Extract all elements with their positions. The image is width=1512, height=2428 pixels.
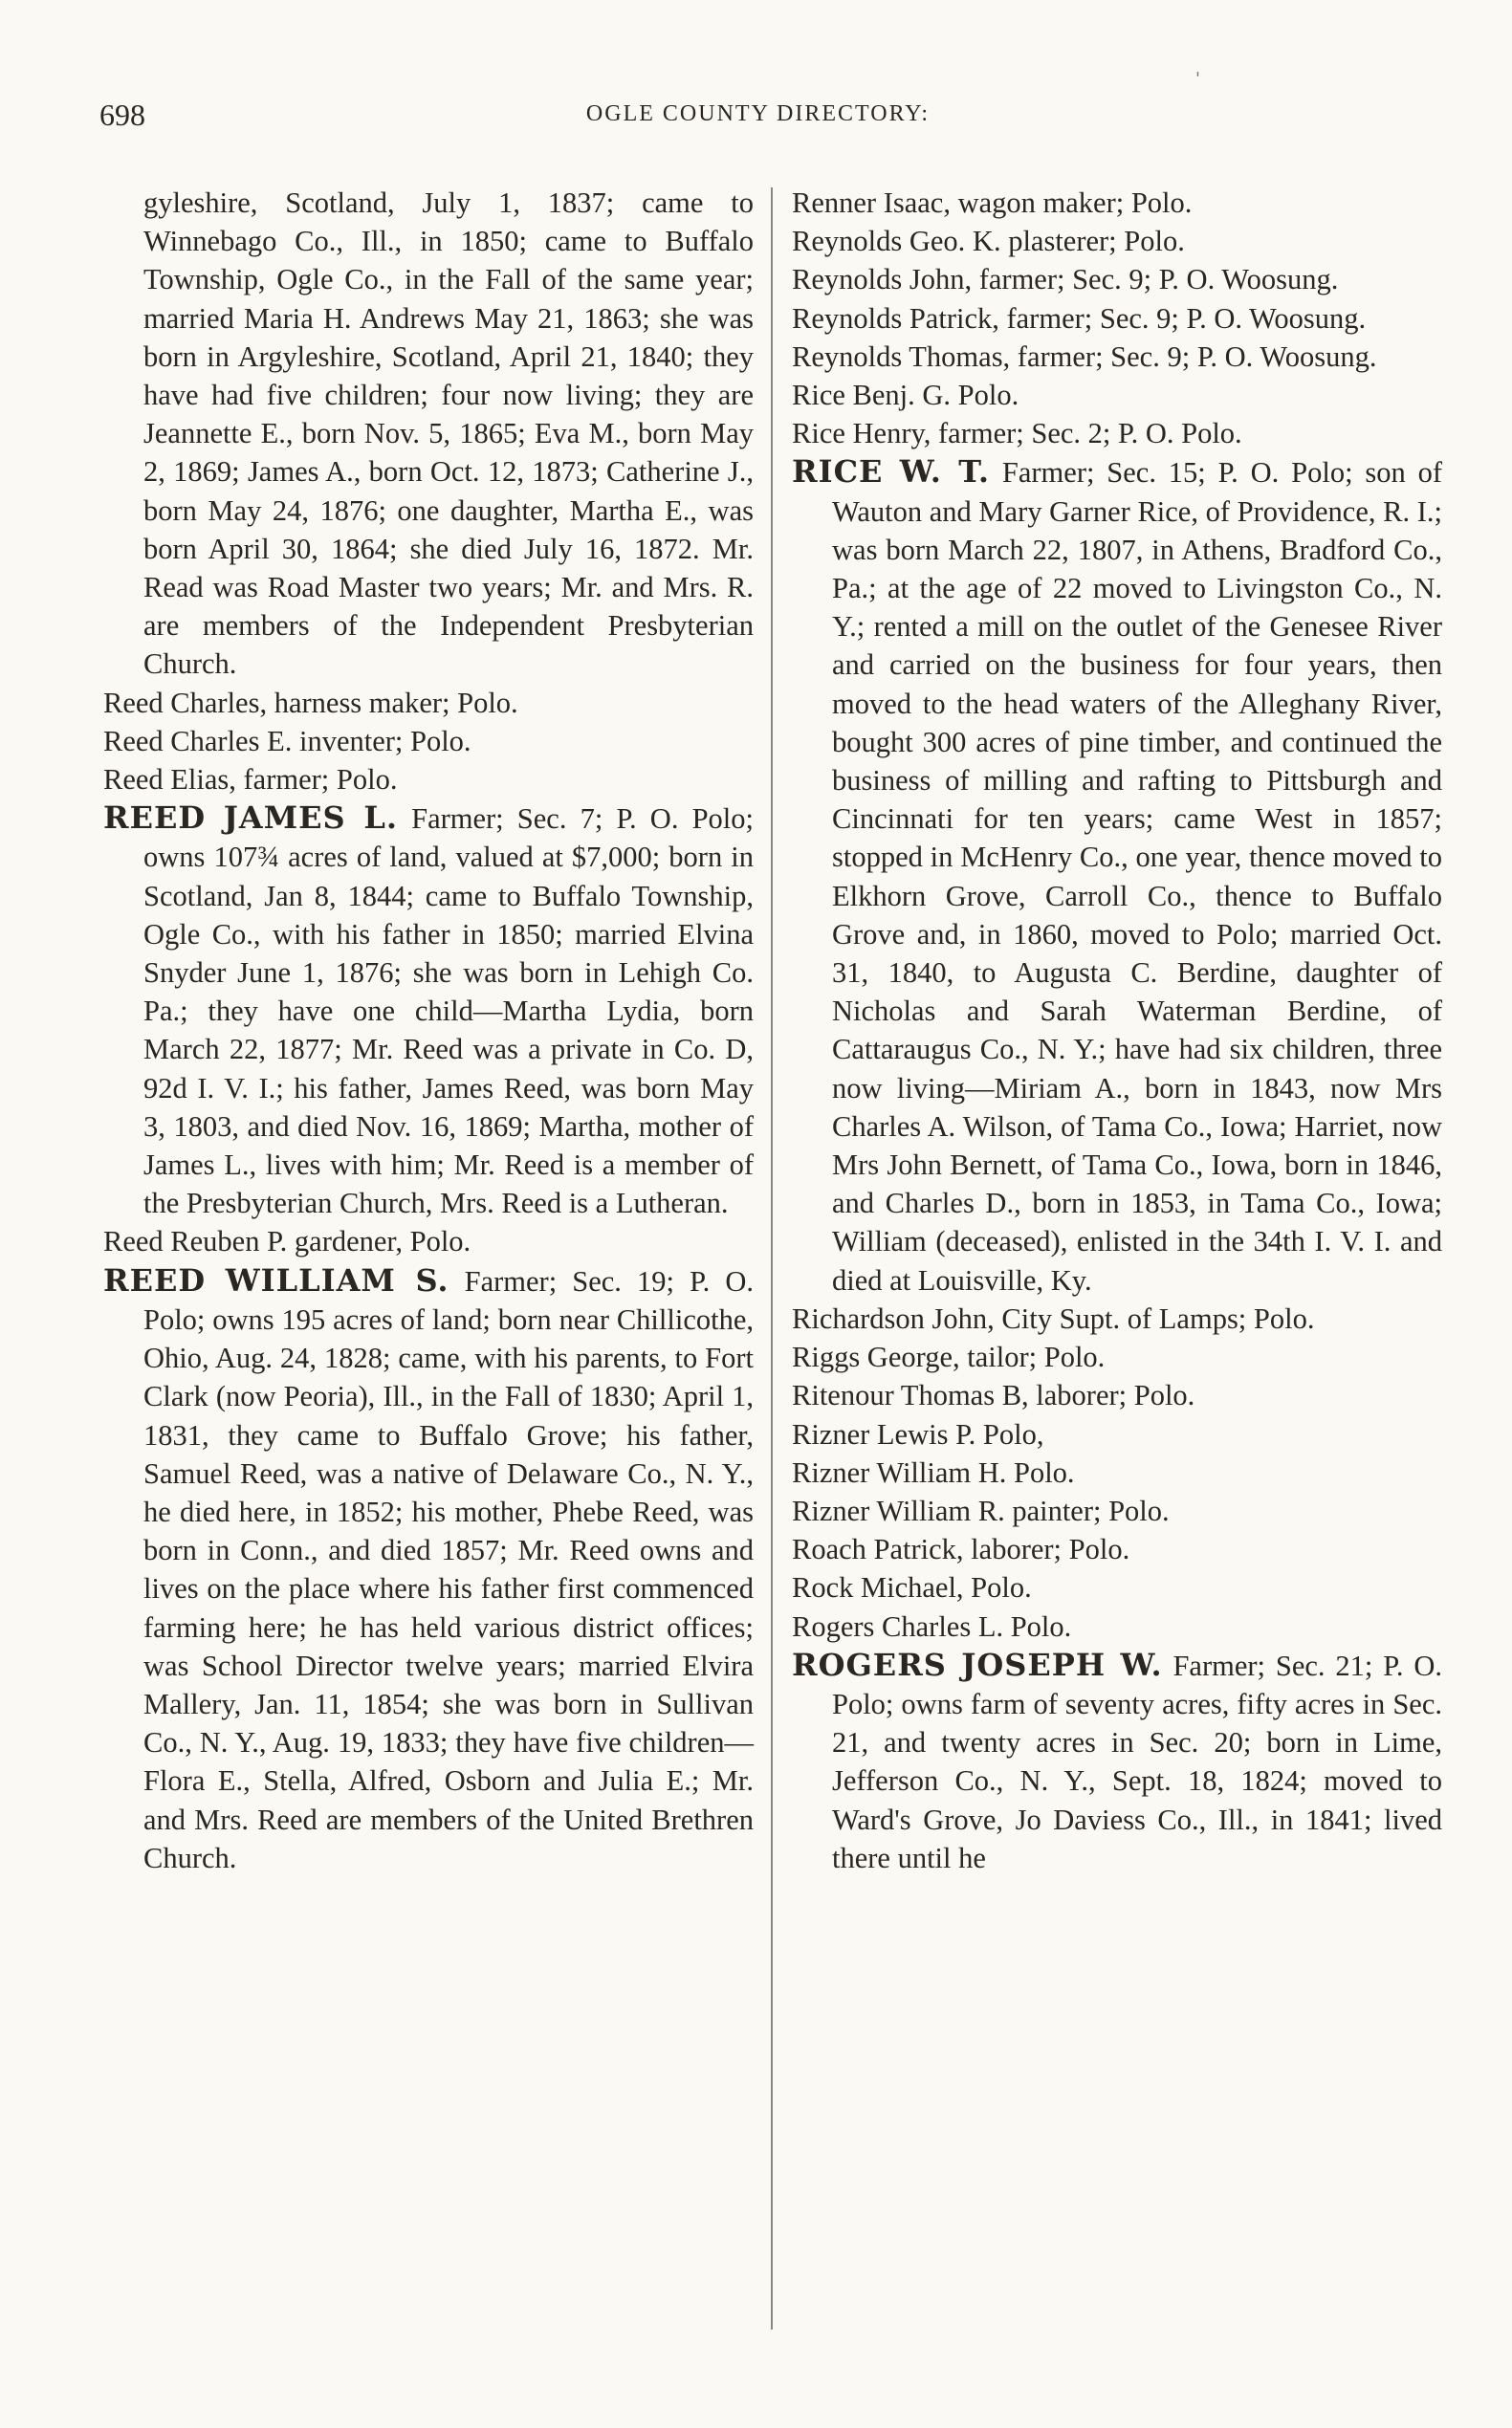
directory-entry: [792, 1530, 1442, 1568]
entry-text: Rizner William R. painter; Polo.: [792, 1494, 1170, 1527]
column-divider: [771, 187, 773, 2330]
directory-entry: [792, 1568, 1442, 1607]
entry-text: Reed Charles E. inventer; Polo.: [103, 724, 471, 757]
stray-mark: ': [1195, 69, 1200, 89]
entry-text: Roach Patrick, laborer; Polo.: [792, 1533, 1130, 1566]
directory-entry: [792, 452, 1442, 1299]
entry-name-bold: ROGERS JOSEPH W.: [792, 1646, 1163, 1683]
directory-entry: [792, 1300, 1442, 1338]
directory-entry: [103, 798, 754, 1222]
left-column: [103, 184, 754, 1877]
directory-entry: [103, 722, 754, 760]
page-header: [99, 98, 1416, 142]
entry-text: Reynolds Patrick, farmer; Sec. 9; P. O. Woosung.: [792, 301, 1367, 335]
directory-entry: [792, 1608, 1442, 1646]
entry-text: Farmer; Sec. 19; P. O. Polo; owns 195 acres of land; born near Chillicothe, Ohio, Aug. 24, 1828; came, with his parents, to Fort Clark (now Peoria), Ill., in the Fall of 1830; April 1, 1831, they came to Buffalo Grove; his father, Samuel Reed, was a native of Delaware Co., N. Y., he died here, in 1852; his mother, Phebe Reed, was born in Conn., and died 1857; Mr. Reed owns and lives on the place where his father first commenced farming here; he has held various district offices; was School Director twelve years; married Elvira Mallery, Jan. 11, 1854; she was born in Sullivan Co., N. Y., Aug. 19, 1833; they have five children—Flora E., Stella, Alfred, Osborn and Julia E.; Mr. and Mrs. Reed are members of the United Brethren Church.: [143, 1264, 755, 1874]
directory-entry: [792, 222, 1442, 260]
directory-entry: [103, 760, 754, 798]
directory-entry: [792, 414, 1442, 452]
entry-text: Rice Henry, farmer; Sec. 2; P. O. Polo.: [792, 417, 1242, 450]
right-column: [792, 184, 1442, 1877]
entry-text: Reed Reuben P. gardener, Polo.: [103, 1225, 471, 1258]
entry-text: Reynolds John, farmer; Sec. 9; P. O. Woosung.: [792, 263, 1339, 296]
directory-entry: [103, 1222, 754, 1260]
directory-entry: [103, 184, 754, 684]
directory-entry: [792, 1415, 1442, 1454]
entry-text: Rizner William H. Polo.: [792, 1455, 1075, 1489]
entry-text: Farmer; Sec. 21; P. O. Polo; owns farm of seventy acres, fifty acres in Sec. 21, and twenty acres in Sec. 20; born in Lime, Jefferson Co., N. Y., Sept. 18, 1824; moved to Ward's Grove, Jo Daviess Co., Ill., in 1841; lived there until he: [832, 1649, 1442, 1874]
running-head: OGLE COUNTY DIRECTORY:: [585, 101, 931, 126]
directory-entry: [792, 299, 1442, 338]
entry-text: Rogers Charles L. Polo.: [792, 1609, 1072, 1643]
directory-entry: [792, 1646, 1442, 1877]
directory-entry: [792, 338, 1442, 376]
directory-entry: [792, 184, 1442, 222]
directory-entry: [792, 1338, 1442, 1376]
page-number: 698: [99, 98, 145, 132]
entry-text: Reed Elias, farmer; Polo.: [103, 763, 398, 797]
entry-text: Rock Michael, Polo.: [792, 1571, 1032, 1605]
entry-text: Rice Benj. G. Polo.: [792, 379, 1019, 412]
directory-entry: [792, 1376, 1442, 1414]
entry-name-bold: REED WILLIAM S.: [103, 1261, 449, 1299]
directory-entry: [792, 376, 1442, 414]
entry-text: Richardson John, City Supt. of Lamps; Polo.: [792, 1301, 1315, 1335]
entry-name-bold: RICE W. T.: [792, 453, 991, 491]
directory-entry: [792, 260, 1442, 298]
directory-entry: [792, 1454, 1442, 1492]
entry-text: Farmer; Sec. 7; P. O. Polo; owns 107¾ acres of land, valued at $7,000; born in Scotland, Jan 8, 1844; came to Buffalo Township, Ogle Co., with his father in 1850; married Elvina Snyder June 1, 1876; she was born in Lehigh Co. Pa.; they have one child—Martha Lydia, born March 22, 1877; Mr. Reed was a private in Co. D, 92d I. V. I.; his father, James Reed, was born May 3, 1803, and died Nov. 16, 1869; Martha, mother of James L., lives with him; Mr. Reed is a member of the Presbyterian Church, Mrs. Reed is a Lutheran.: [143, 802, 754, 1220]
directory-entry: [103, 1261, 754, 1877]
entry-text: Reynolds Thomas, farmer; Sec. 9; P. O. Woosung.: [792, 339, 1377, 373]
directory-entry: [792, 1492, 1442, 1530]
entry-text: Reynolds Geo. K. plasterer; Polo.: [792, 225, 1185, 258]
entry-text: Farmer; Sec. 15; P. O. Polo; son of Wauton and Mary Garner Rice, of Providence, R. I.; was born March 22, 1807, in Athens, Bradford Co., Pa.; at the age of 22 moved to Livingston Co., N. Y.; rented a mill on the outlet of the Genesee River and carried on the business for four years, then moved to the head waters of the Alleghany River, bought 300 acres of pine timber, and continued the business of milling and rafting to Pittsburgh and Cincinnati for ten years; came West in 1857; stopped in McHenry Co., one year, thence moved to Elkhorn Grove, Carroll Co., thence to Buffalo Grove and, in 1860, moved to Polo; married Oct. 31, 1840, to Augusta C. Berdine, daughter of Nicholas and Sarah Waterman Berdine, of Cattaraugus Co., N. Y.; have had six children, three now living—Miriam A., born in 1843, now Mrs Charles A. Wilson, of Tama Co., Iowa; Harriet, now Mrs John Bernett, of Tama Co., Iowa, born in 1846, and Charles D., born in 1853, in Tama Co., Iowa; William (deceased), enlisted in the 34th I. V. I. and died at Louisville, Ky.: [832, 456, 1443, 1297]
entry-text: Renner Isaac, wagon maker; Polo.: [792, 186, 1193, 219]
entry-text: gyleshire, Scotland, July 1, 1837; came to Winnebago Co., Ill., in 1850; came to Buffalo Township, Ogle Co., in the Fall of the same year; married Maria H. Andrews May 21, 1863; she was born in Argyleshire, Scotland, April 21, 1840; they have had five children; four now living; they are Jeannette E., born Nov. 5, 1865; Eva M., born May 2, 1869; James A., born Oct. 12, 1873; Catherine J., born May 24, 1876; one daughter, Martha E., was born April 30, 1864; she died July 16, 1872. Mr. Read was Road Master two years; Mr. and Mrs. R. are members of the Independent Presbyterian Church.: [143, 186, 754, 681]
entry-text: Reed Charles, harness maker; Polo.: [103, 686, 518, 719]
entry-text: Riggs George, tailor; Polo.: [792, 1341, 1106, 1374]
entry-text: Ritenour Thomas B, laborer; Polo.: [792, 1379, 1195, 1412]
entry-text: Rizner Lewis P. Polo,: [792, 1417, 1044, 1451]
directory-entry: [103, 684, 754, 722]
entry-name-bold: REED JAMES L.: [103, 799, 398, 837]
